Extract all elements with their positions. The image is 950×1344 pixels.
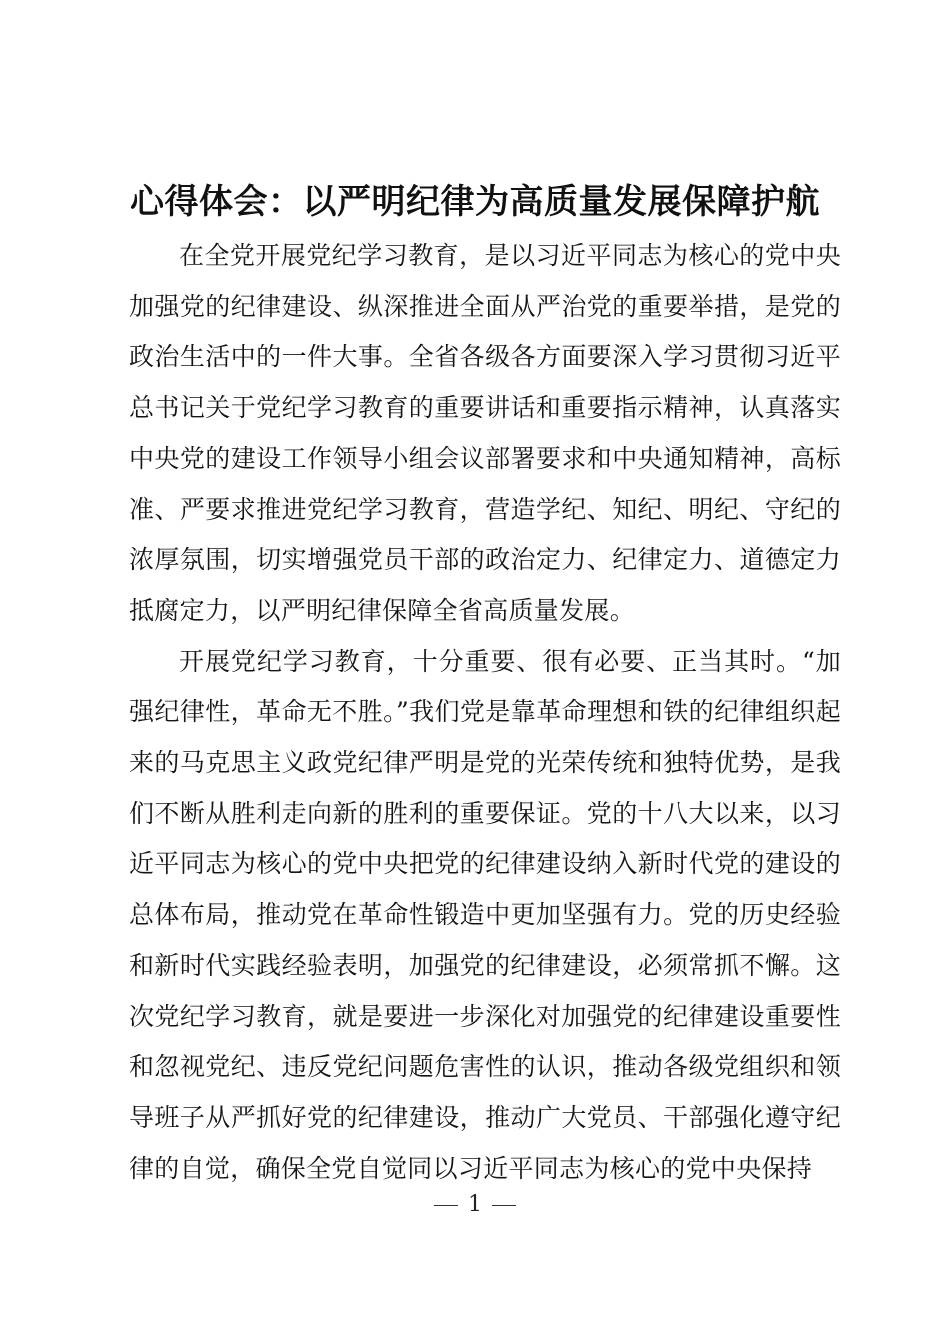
paragraph-1: 在全党开展党纪学习教育，是以习近平同志为核心的党中央加强党的纪律建设、纵深推进全面从严治党的重要举措，是党的政治生活中的一件大事。全省各级各方面要深入学习贯彻习近平总书记关于党纪学习教育的重要讲话和重要指示精神，认真落实中央党的建设工作领导小组会议部署要求和中央通知精神，高标准、严要求推进党纪学习教育，营造学纪、知纪、明纪、守纪的浓厚氛围，切实增强党员干部的政治定力、纪律定力、道德定力抵腐定力，以严明纪律保障全省高质量发展。 — [129, 241, 841, 625]
document-body — [129, 231, 841, 1194]
footer-dash-left — [434, 1205, 458, 1206]
page-number: 1 — [468, 1192, 482, 1217]
document-title: 心得体会：以严明纪律为高质量发展保障护航 — [130, 182, 820, 222]
page-footer — [0, 1189, 950, 1221]
paragraph-2: 开展党纪学习教育，十分重要、很有必要、正当其时。“加强纪律性，革命无不胜。”我们党是靠革命理想和铁的纪律组织起来的马克思主义政党纪律严明是党的光荣传统和独特优势，是我们不断从胜利走向新的胜利的重要保证。党的十八大以来，以习近平同志为核心的党中央把党的纪律建设纳入新时代党的建设的总体布局，推动党在革命性锻造中更加坚强有力。党的历史经验和新时代实践经验表明，加强党的纪律建设，必须常抓不懈。这次党纪学习教育，就是要进一步深化对加强党的纪律建设重要性和忽视党纪、违反党纪问题危害性的认识，推动各级党组织和领导班子从严抓好党的纪律建设，推动广大党员、干部强化遵守纪律的自觉，确保全党自觉同以习近平同志为核心的党中央保持 — [129, 646, 841, 1183]
footer-dash-right — [492, 1205, 516, 1206]
